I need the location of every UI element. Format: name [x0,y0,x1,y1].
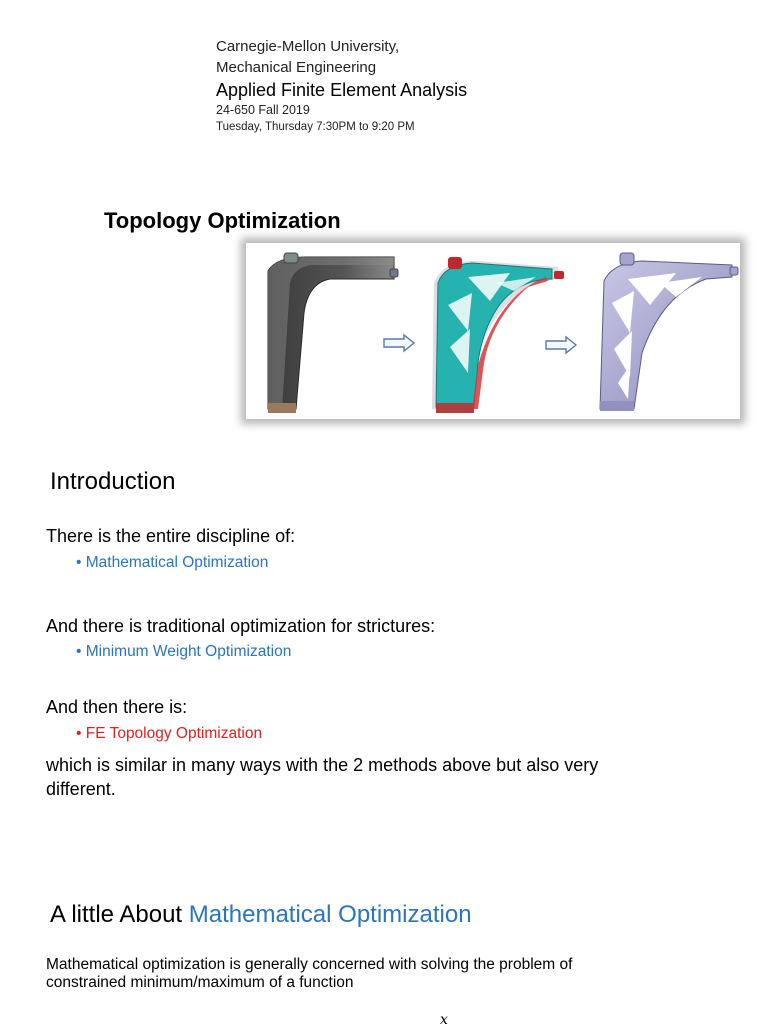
bullet-dot: • [76,643,86,660]
bracket-illustration [246,243,740,419]
course-code: 24-650 Fall 2019 [216,103,310,117]
math-section-heading [50,900,472,930]
bullet-dot: • [76,725,86,742]
formula-fragment: x [440,1012,448,1024]
university-name: Carnegie-Mellon University, [216,38,400,55]
bullet-minimum-weight-optimization [76,642,291,662]
optimized-mesh [432,257,564,413]
final-design [600,253,738,411]
course-title: Applied Finite Element Analysis [216,80,468,100]
design-space-block [268,253,398,413]
math-heading-prefix: A little About [50,901,189,928]
math-heading-highlight: Mathematical Optimization [188,901,472,928]
intro-paragraph-4-line-1: which is similar in many ways with the 2 methods above but also very [46,755,599,775]
bullet-dot: • [76,554,86,571]
intro-paragraph-3: And then there is: [46,697,188,717]
math-paragraph-line-1: Mathematical optimization is generally concerned with solving the problem of [46,956,573,973]
arrow-icon-2 [546,337,576,353]
intro-paragraph-2: And there is traditional optimization for strictures: [46,616,436,636]
department-name: Mechanical Engineering [216,59,377,76]
introduction-heading: Introduction [50,468,176,495]
bullet-fe-topology-optimization [76,724,262,744]
course-schedule: Tuesday, Thursday 7:30PM to 9:20 PM [216,121,415,133]
bullet-text: FE Topology Optimization [85,725,263,742]
bullet-text: Mathematical Optimization [85,554,269,571]
intro-paragraph-4-line-2: different. [46,779,116,799]
section-title: Topology Optimization [104,208,341,233]
math-paragraph-line-2: constrained minimum/maximum of a function [46,974,354,991]
topology-optimization-figure [246,243,740,419]
arrow-icon-1 [384,335,414,351]
intro-paragraph-1: There is the entire discipline of: [46,526,296,546]
bullet-mathematical-optimization [76,553,268,573]
bullet-text: Minimum Weight Optimization [85,643,292,660]
